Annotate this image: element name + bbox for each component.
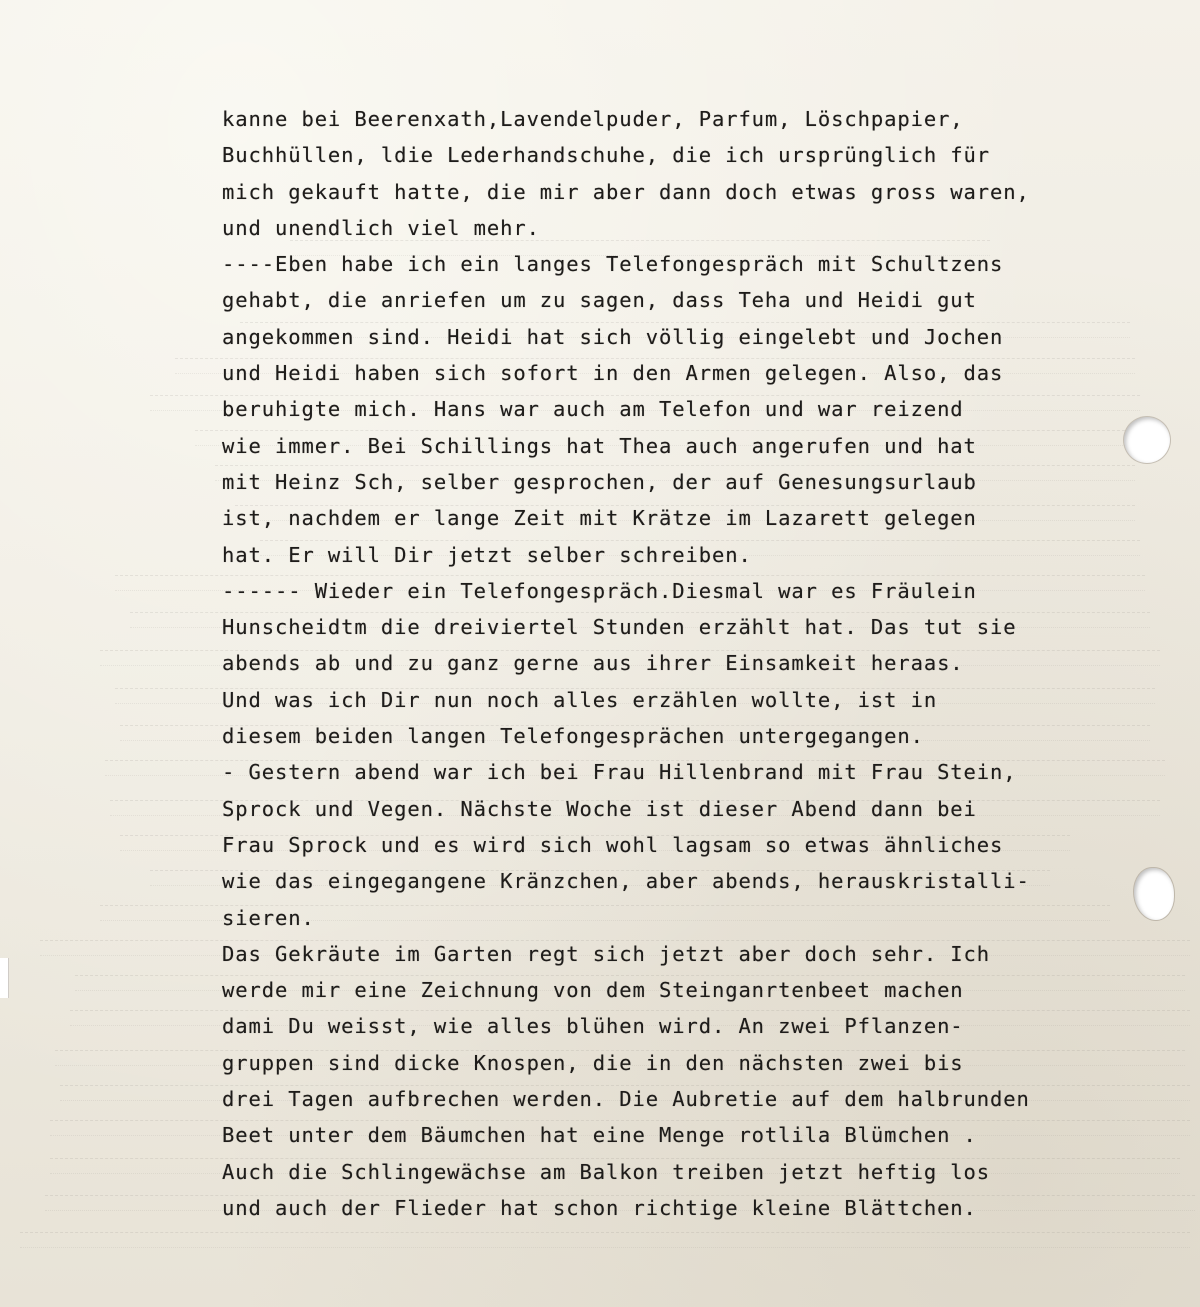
text-line: Sprock und Vegen. Nächste Woche ist dieser Abend dann bei [222,796,977,821]
text-line: ------ Wieder ein Telefongespräch.Diesmal war es Fräulein [222,578,977,603]
text-line: - Gestern abend war ich bei Frau Hillenbrand mit Frau Stein, [222,760,1017,785]
text-line: Und was ich Dir nun noch alles erzählen wollte, ist in [222,687,938,712]
text-line: abends ab und zu ganz gerne aus ihrer Einsamkeit heraas. [222,651,964,676]
text-line: ist, nachdem er lange Zeit mit Krätze im Lazarett gelegen [222,506,977,531]
text-line: Das Gekräute im Garten regt sich jetzt aber doch sehr. Ich [222,941,991,966]
text-line: mich gekauft hatte, die mir aber dann doch etwas gross waren, [222,179,1030,204]
text-line: diesem beiden langen Telefongesprächen untergegangen. [222,724,924,749]
text-line: gehabt, die anriefen um zu sagen, dass Teha und Heidi gut [222,288,977,313]
text-line: und unendlich viel mehr. [222,215,540,240]
text-line: drei Tagen aufbrechen werden. Die Aubretie auf dem halbrunden [222,1087,1030,1112]
text-line: angekommen sind. Heidi hat sich völlig eingelebt und Jochen [222,324,1004,349]
torn-edge [0,958,9,998]
typewritten-letter-text [222,101,1142,1226]
text-line: dami Du weisst, wie alles blühen wird. An zwei Pflanzen- [222,1014,964,1039]
text-line: und auch der Flieder hat schon richtige kleine Blättchen. [222,1195,977,1220]
text-line: mit Heinz Sch, selber gesprochen, der auf Genesungsurlaub [222,469,977,494]
text-line: beruhigte mich. Hans war auch am Telefon und war reizend [222,397,964,422]
text-line: Beet unter dem Bäumchen hat eine Menge rotlila Blümchen . [222,1123,977,1148]
text-line: und Heidi haben sich sofort in den Armen gelegen. Also, das [222,361,1004,386]
text-line: Auch die Schlingewächse am Balkon treiben jetzt heftig los [222,1159,991,1184]
text-line: sieren. [222,905,315,930]
text-line: wie das eingegangene Kränzchen, aber abends, herauskristalli- [222,869,1030,894]
text-line: kanne bei Beerenxath,Lavendelpuder, Parfum, Löschpapier, [222,107,964,131]
text-line: ----Eben habe ich ein langes Telefongespräch mit Schultzens [222,252,1004,277]
text-line: Hunscheidtm die dreiviertel Stunden erzählt hat. Das tut sie [222,615,1017,640]
text-line: Frau Sprock und es wird sich wohl lagsam so etwas ähnliches [222,832,1004,857]
text-line: werde mir eine Zeichnung von dem Steinganrtenbeet machen [222,978,964,1003]
text-line: wie immer. Bei Schillings hat Thea auch angerufen und hat [222,433,977,458]
text-line: Buchhüllen, ldie Lederhandschuhe, die ich ursprünglich für [222,143,991,168]
text-line: gruppen sind dicke Knospen, die in den nächsten zwei bis [222,1050,964,1075]
text-line: hat. Er will Dir jetzt selber schreiben. [222,542,752,567]
